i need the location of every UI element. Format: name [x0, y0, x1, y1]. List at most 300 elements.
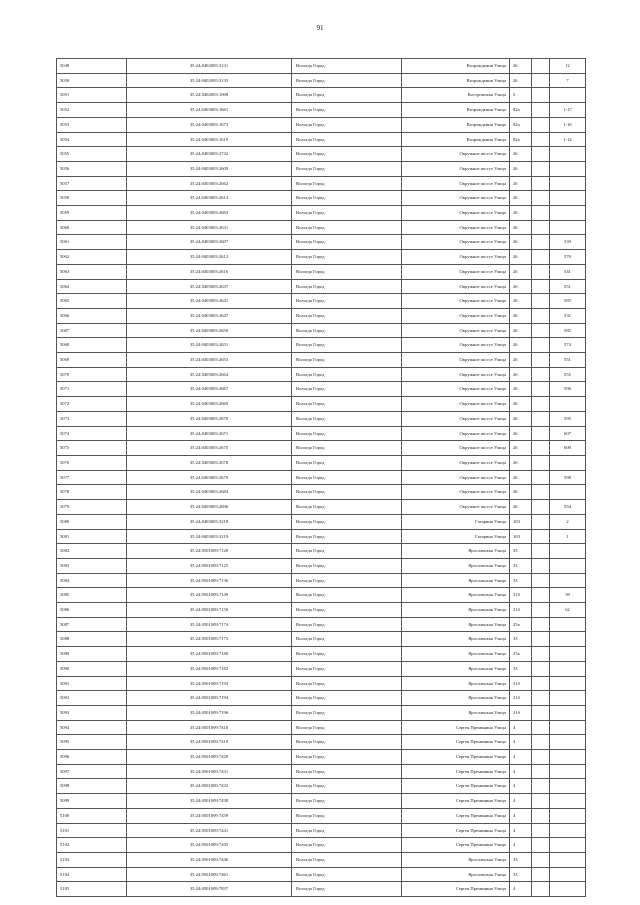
cell-house-number: 31б [510, 588, 532, 603]
cell-street: Ярославская Улица [402, 632, 510, 647]
cell-street: Сергея Преминина Улица [402, 764, 510, 779]
cell-street: Ярославская Улица [402, 544, 510, 559]
cell-street: Возрождения Улица [402, 132, 510, 147]
cell-row-number: 5089 [57, 647, 127, 662]
cell-cadastral-number: 35:24:0402005:3135 [127, 73, 292, 88]
cell-apartment [550, 867, 586, 882]
cell-apartment [550, 397, 586, 412]
cell-cadastral-number: 35:24:0403003:2667 [127, 382, 292, 397]
cell-settlement: Вологда Город [292, 794, 402, 809]
cell-row-number: 5053 [57, 117, 127, 132]
cell-apartment: 551 [550, 279, 586, 294]
cell-house-number: 26 [510, 455, 532, 470]
cell-house-number: 26 [510, 411, 532, 426]
cell-street: Окружное шоссе Улица [402, 323, 510, 338]
cell-building [532, 882, 550, 897]
cell-settlement: Вологда Город [292, 397, 402, 412]
cell-row-number: 5103 [57, 852, 127, 867]
cell-building [532, 720, 550, 735]
cell-street: Ярославская Улица [402, 867, 510, 882]
cell-building [532, 441, 550, 456]
cell-apartment: 1-14 [550, 132, 586, 147]
cell-apartment [550, 764, 586, 779]
cell-settlement: Вологда Город [292, 59, 402, 74]
cell-building [532, 88, 550, 103]
cell-building [532, 808, 550, 823]
table-row [57, 250, 586, 265]
cell-settlement: Вологда Город [292, 558, 402, 573]
cell-street: Окружное шоссе Улица [402, 235, 510, 250]
cell-house-number: 26 [510, 441, 532, 456]
cell-settlement: Вологда Город [292, 750, 402, 765]
cell-apartment: 585 [550, 323, 586, 338]
cell-cadastral-number: 35:24:0501009:7837 [127, 882, 292, 897]
cell-building [532, 308, 550, 323]
cell-apartment [550, 882, 586, 897]
cell-row-number: 5100 [57, 808, 127, 823]
cell-street: Окружное шоссе Улица [402, 353, 510, 368]
cell-row-number: 5062 [57, 250, 127, 265]
cell-building [532, 294, 550, 309]
cell-building [532, 279, 550, 294]
cell-house-number: 82а [510, 117, 532, 132]
cell-house-number: 26 [510, 308, 532, 323]
cell-street: Окружное шоссе Улица [402, 176, 510, 191]
table-row [57, 676, 586, 691]
cell-street: Возрождения Улица [402, 59, 510, 74]
cell-building [532, 529, 550, 544]
table-row [57, 147, 586, 162]
cell-apartment [550, 88, 586, 103]
cell-settlement: Вологда Город [292, 632, 402, 647]
cell-cadastral-number: 35:24:0403003:2607 [127, 235, 292, 250]
table-row [57, 279, 586, 294]
cell-street: Окружное шоссе Улица [402, 411, 510, 426]
cell-apartment: 574 [550, 338, 586, 353]
cell-house-number: 26 [510, 176, 532, 191]
cell-settlement: Вологда Город [292, 308, 402, 323]
cell-row-number: 5087 [57, 617, 127, 632]
cell-street: Окружное шоссе Улица [402, 500, 510, 515]
cell-row-number: 5049 [57, 59, 127, 74]
cell-cadastral-number: 35:24:0501009:7438 [127, 794, 292, 809]
cell-apartment: 539 [550, 235, 586, 250]
table-row [57, 264, 586, 279]
page-number: 91 [316, 24, 324, 32]
cell-house-number: 4 [510, 823, 532, 838]
table-row [57, 603, 586, 618]
cell-settlement: Вологда Город [292, 823, 402, 838]
cell-cadastral-number: 35:24:0501009:7174 [127, 617, 292, 632]
cell-street: Окружное шоссе Улица [402, 308, 510, 323]
table-row [57, 132, 586, 147]
cell-building [532, 264, 550, 279]
table-row [57, 73, 586, 88]
table-body [57, 59, 586, 897]
cell-street: Сергея Преминина Улица [402, 794, 510, 809]
cell-cadastral-number: 35:24:0403003:2678 [127, 455, 292, 470]
cell-apartment: 1-17 [550, 103, 586, 118]
cell-row-number: 5059 [57, 206, 127, 221]
cell-house-number: 26 [510, 367, 532, 382]
cell-house-number: 4 [510, 720, 532, 735]
cell-building [532, 647, 550, 662]
cell-row-number: 5074 [57, 426, 127, 441]
cell-house-number: 33 [510, 661, 532, 676]
cell-settlement: Вологда Город [292, 544, 402, 559]
cell-cadastral-number: 35:24:0501009:7446 [127, 852, 292, 867]
table-row [57, 544, 586, 559]
cell-row-number: 5057 [57, 176, 127, 191]
cell-house-number: 26 [510, 161, 532, 176]
cell-settlement: Вологда Город [292, 867, 402, 882]
cell-house-number: 5 [510, 88, 532, 103]
cell-house-number: 26 [510, 250, 532, 265]
cell-apartment: 607 [550, 426, 586, 441]
cell-apartment [550, 161, 586, 176]
cell-building [532, 353, 550, 368]
cell-cadastral-number: 35:24:0403003:2664 [127, 367, 292, 382]
cell-cadastral-number: 35:24:0501009:7182 [127, 661, 292, 676]
cell-street: Сергея Преминина Улица [402, 720, 510, 735]
cell-apartment: 531 [550, 308, 586, 323]
cell-row-number: 5075 [57, 441, 127, 456]
cell-cadastral-number: 35:24:0403003:2742 [127, 147, 292, 162]
cell-building [532, 147, 550, 162]
cell-apartment: 598 [550, 470, 586, 485]
table-row [57, 411, 586, 426]
cell-row-number: 5064 [57, 279, 127, 294]
table-row [57, 500, 586, 515]
cell-cadastral-number: 35:24:0402003:1008 [127, 88, 292, 103]
table-row [57, 441, 586, 456]
cell-house-number: 26 [510, 220, 532, 235]
table-row [57, 161, 586, 176]
cell-apartment [550, 691, 586, 706]
cell-row-number: 5093 [57, 705, 127, 720]
cell-street: Окружное шоссе Улица [402, 470, 510, 485]
table-row [57, 206, 586, 221]
cell-building [532, 735, 550, 750]
cell-row-number: 5101 [57, 823, 127, 838]
cell-street: Костромская Улица [402, 88, 510, 103]
cell-house-number: 33 [510, 573, 532, 588]
cell-settlement: Вологда Город [292, 573, 402, 588]
cell-street: Окружное шоссе Улица [402, 485, 510, 500]
cell-cadastral-number: 35:24:0403003:2696 [127, 500, 292, 515]
cell-apartment: 570 [550, 250, 586, 265]
cell-row-number: 5097 [57, 764, 127, 779]
cell-apartment: 555 [550, 367, 586, 382]
cell-row-number: 5068 [57, 338, 127, 353]
cell-apartment [550, 220, 586, 235]
cell-row-number: 5080 [57, 514, 127, 529]
cell-settlement: Вологда Город [292, 147, 402, 162]
cell-row-number: 5073 [57, 411, 127, 426]
table-row [57, 735, 586, 750]
cell-settlement: Вологда Город [292, 676, 402, 691]
cell-settlement: Вологда Город [292, 161, 402, 176]
cell-street: Сергея Преминина Улица [402, 882, 510, 897]
cell-street: Окружное шоссе Улица [402, 279, 510, 294]
cell-building [532, 705, 550, 720]
cell-settlement: Вологда Город [292, 103, 402, 118]
cell-settlement: Вологда Город [292, 617, 402, 632]
table-row [57, 764, 586, 779]
table-row [57, 176, 586, 191]
cell-apartment: 585 [550, 294, 586, 309]
table-row [57, 294, 586, 309]
cell-building [532, 220, 550, 235]
cell-apartment: 551 [550, 353, 586, 368]
cell-settlement: Вологда Город [292, 705, 402, 720]
cell-row-number: 5055 [57, 147, 127, 162]
cell-building [532, 235, 550, 250]
cell-settlement: Вологда Город [292, 279, 402, 294]
cell-building [532, 250, 550, 265]
cell-row-number: 5067 [57, 323, 127, 338]
cell-cadastral-number: 35:24:0501009:7445 [127, 838, 292, 853]
cell-settlement: Вологда Город [292, 294, 402, 309]
table-row [57, 617, 586, 632]
cell-settlement: Вологда Город [292, 603, 402, 618]
cell-house-number: 33 [510, 852, 532, 867]
cell-house-number: 35 [510, 544, 532, 559]
cell-apartment: 7 [550, 73, 586, 88]
cell-settlement: Вологда Город [292, 455, 402, 470]
cell-building [532, 691, 550, 706]
cell-street: Сергея Преминина Улица [402, 750, 510, 765]
cell-street: Ярославская Улица [402, 676, 510, 691]
cell-settlement: Вологда Город [292, 500, 402, 515]
cell-row-number: 5052 [57, 103, 127, 118]
cell-cadastral-number: 35:24:0501009:7420 [127, 750, 292, 765]
cell-building [532, 617, 550, 632]
cell-apartment [550, 544, 586, 559]
cell-row-number: 5105 [57, 882, 127, 897]
cell-house-number: 4 [510, 794, 532, 809]
cell-row-number: 5061 [57, 235, 127, 250]
cell-building [532, 676, 550, 691]
cell-building [532, 382, 550, 397]
cell-row-number: 5070 [57, 367, 127, 382]
cell-apartment [550, 735, 586, 750]
cell-apartment [550, 191, 586, 206]
cell-cadastral-number: 35:24:0501009:7194 [127, 691, 292, 706]
cell-settlement: Вологда Город [292, 661, 402, 676]
cell-row-number: 5081 [57, 529, 127, 544]
cell-row-number: 5078 [57, 485, 127, 500]
cell-building [532, 794, 550, 809]
cell-row-number: 5076 [57, 455, 127, 470]
cell-building [532, 59, 550, 74]
cell-row-number: 5051 [57, 88, 127, 103]
cell-building [532, 323, 550, 338]
cell-cadastral-number: 35:24:0501009:7439 [127, 808, 292, 823]
table-row [57, 867, 586, 882]
cell-cadastral-number: 35:24:0501009:7120 [127, 544, 292, 559]
cell-apartment: 39 [550, 588, 586, 603]
cell-house-number: 26 [510, 279, 532, 294]
cell-row-number: 5079 [57, 500, 127, 515]
cell-row-number: 5104 [57, 867, 127, 882]
cell-cadastral-number: 35:24:0501009:7441 [127, 823, 292, 838]
cell-cadastral-number: 35:24:0403003:2637 [127, 279, 292, 294]
cell-street: Ярославская Улица [402, 558, 510, 573]
cell-house-number: 26 [510, 353, 532, 368]
cell-apartment: 1 [550, 529, 586, 544]
cell-cadastral-number: 35:24:0403003:2684 [127, 485, 292, 500]
cell-row-number: 5098 [57, 779, 127, 794]
cell-cadastral-number: 35:24:0501009:7180 [127, 647, 292, 662]
cell-settlement: Вологда Город [292, 323, 402, 338]
cell-building [532, 338, 550, 353]
cell-row-number: 5082 [57, 544, 127, 559]
cell-settlement: Вологда Город [292, 720, 402, 735]
cell-apartment: 1-16 [550, 117, 586, 132]
table-row [57, 705, 586, 720]
cell-row-number: 5050 [57, 73, 127, 88]
table-row [57, 529, 586, 544]
cell-settlement: Вологда Город [292, 426, 402, 441]
cell-cadastral-number: 35:24:0403003:2612 [127, 250, 292, 265]
cell-row-number: 5091 [57, 676, 127, 691]
cell-apartment [550, 617, 586, 632]
table-row [57, 426, 586, 441]
cell-row-number: 5084 [57, 573, 127, 588]
cell-cadastral-number: 35:24:0501009:7419 [127, 735, 292, 750]
cell-house-number: 26 [510, 382, 532, 397]
table-row [57, 308, 586, 323]
table-row [57, 514, 586, 529]
cell-building [532, 603, 550, 618]
table-row [57, 117, 586, 132]
cell-cadastral-number: 35:24:0403003:2641 [127, 294, 292, 309]
cell-apartment [550, 852, 586, 867]
table-row [57, 323, 586, 338]
table-row [57, 588, 586, 603]
cell-apartment [550, 573, 586, 588]
table-row [57, 558, 586, 573]
table-row [57, 103, 586, 118]
table-row [57, 691, 586, 706]
cell-building [532, 573, 550, 588]
cell-street: Окружное шоссе Улица [402, 220, 510, 235]
cell-house-number: 103 [510, 514, 532, 529]
cell-apartment: 62 [550, 603, 586, 618]
cell-settlement: Вологда Город [292, 764, 402, 779]
cell-apartment [550, 558, 586, 573]
table-row [57, 382, 586, 397]
cell-street: Сергея Преминина Улица [402, 838, 510, 853]
table-row [57, 220, 586, 235]
cell-settlement: Вологда Город [292, 338, 402, 353]
cell-street: Окружное шоссе Улица [402, 455, 510, 470]
cell-house-number: 4 [510, 750, 532, 765]
cell-cadastral-number: 35:24:0403003:3219 [127, 529, 292, 544]
cell-house-number: 26 [510, 59, 532, 74]
cell-apartment [550, 676, 586, 691]
cell-house-number: 25а [510, 647, 532, 662]
cell-settlement: Вологда Город [292, 735, 402, 750]
cell-street: Ярославская Улица [402, 647, 510, 662]
cell-street: Окружное шоссе Улица [402, 426, 510, 441]
cell-cadastral-number: 35:24:0501009:7418 [127, 720, 292, 735]
cell-building [532, 544, 550, 559]
cell-row-number: 5056 [57, 161, 127, 176]
cell-settlement: Вологда Город [292, 441, 402, 456]
cell-street: Окружное шоссе Улица [402, 382, 510, 397]
cell-building [532, 823, 550, 838]
cell-house-number: 26 [510, 338, 532, 353]
cell-street: Ярославская Улица [402, 603, 510, 618]
cell-building [532, 514, 550, 529]
cell-street: Возрождения Улица [402, 117, 510, 132]
cell-row-number: 5054 [57, 132, 127, 147]
cell-settlement: Вологда Город [292, 250, 402, 265]
cell-cadastral-number: 35:24:0501009:7461 [127, 867, 292, 882]
cell-house-number: 26 [510, 294, 532, 309]
cell-apartment [550, 779, 586, 794]
table-row [57, 838, 586, 853]
cell-house-number: 26 [510, 264, 532, 279]
cell-row-number: 5058 [57, 191, 127, 206]
cell-settlement: Вологда Город [292, 88, 402, 103]
cell-settlement: Вологда Город [292, 882, 402, 897]
table-row [57, 485, 586, 500]
cell-cadastral-number: 35:24:0403003:1619 [127, 132, 292, 147]
cell-building [532, 176, 550, 191]
cell-house-number: 4 [510, 838, 532, 853]
cell-building [532, 661, 550, 676]
cell-house-number: 26 [510, 235, 532, 250]
cell-building [532, 455, 550, 470]
cell-house-number: 4 [510, 882, 532, 897]
cell-house-number: 31б [510, 603, 532, 618]
cell-row-number: 5083 [57, 558, 127, 573]
table-row [57, 647, 586, 662]
table-row [57, 470, 586, 485]
cell-settlement: Вологда Город [292, 353, 402, 368]
cell-house-number: 26 [510, 147, 532, 162]
cell-cadastral-number: 35:24:0403003:2671 [127, 426, 292, 441]
cell-building [532, 485, 550, 500]
cell-house-number: 31б [510, 691, 532, 706]
cell-building [532, 558, 550, 573]
cell-row-number: 5063 [57, 264, 127, 279]
cell-settlement: Вологда Город [292, 779, 402, 794]
cell-house-number: 26 [510, 191, 532, 206]
cell-street: Ярославская Улица [402, 573, 510, 588]
cell-building [532, 397, 550, 412]
cell-apartment: 541 [550, 264, 586, 279]
cell-cadastral-number: 35:24:0403003:2662 [127, 176, 292, 191]
cell-cadastral-number: 35:24:0403003:2609 [127, 161, 292, 176]
cell-building [532, 500, 550, 515]
cell-settlement: Вологда Город [292, 588, 402, 603]
cell-house-number: 4 [510, 779, 532, 794]
cell-building [532, 764, 550, 779]
cell-settlement: Вологда Город [292, 691, 402, 706]
cell-street: Окружное шоссе Улица [402, 206, 510, 221]
cell-house-number: 4 [510, 808, 532, 823]
cell-house-number: 33 [510, 558, 532, 573]
cell-apartment: 600 [550, 441, 586, 456]
cell-row-number: 5088 [57, 632, 127, 647]
cell-cadastral-number: 35:24:0403003:2675 [127, 441, 292, 456]
cell-cadastral-number: 35:24:0403003:2669 [127, 397, 292, 412]
cell-house-number: 26 [510, 323, 532, 338]
